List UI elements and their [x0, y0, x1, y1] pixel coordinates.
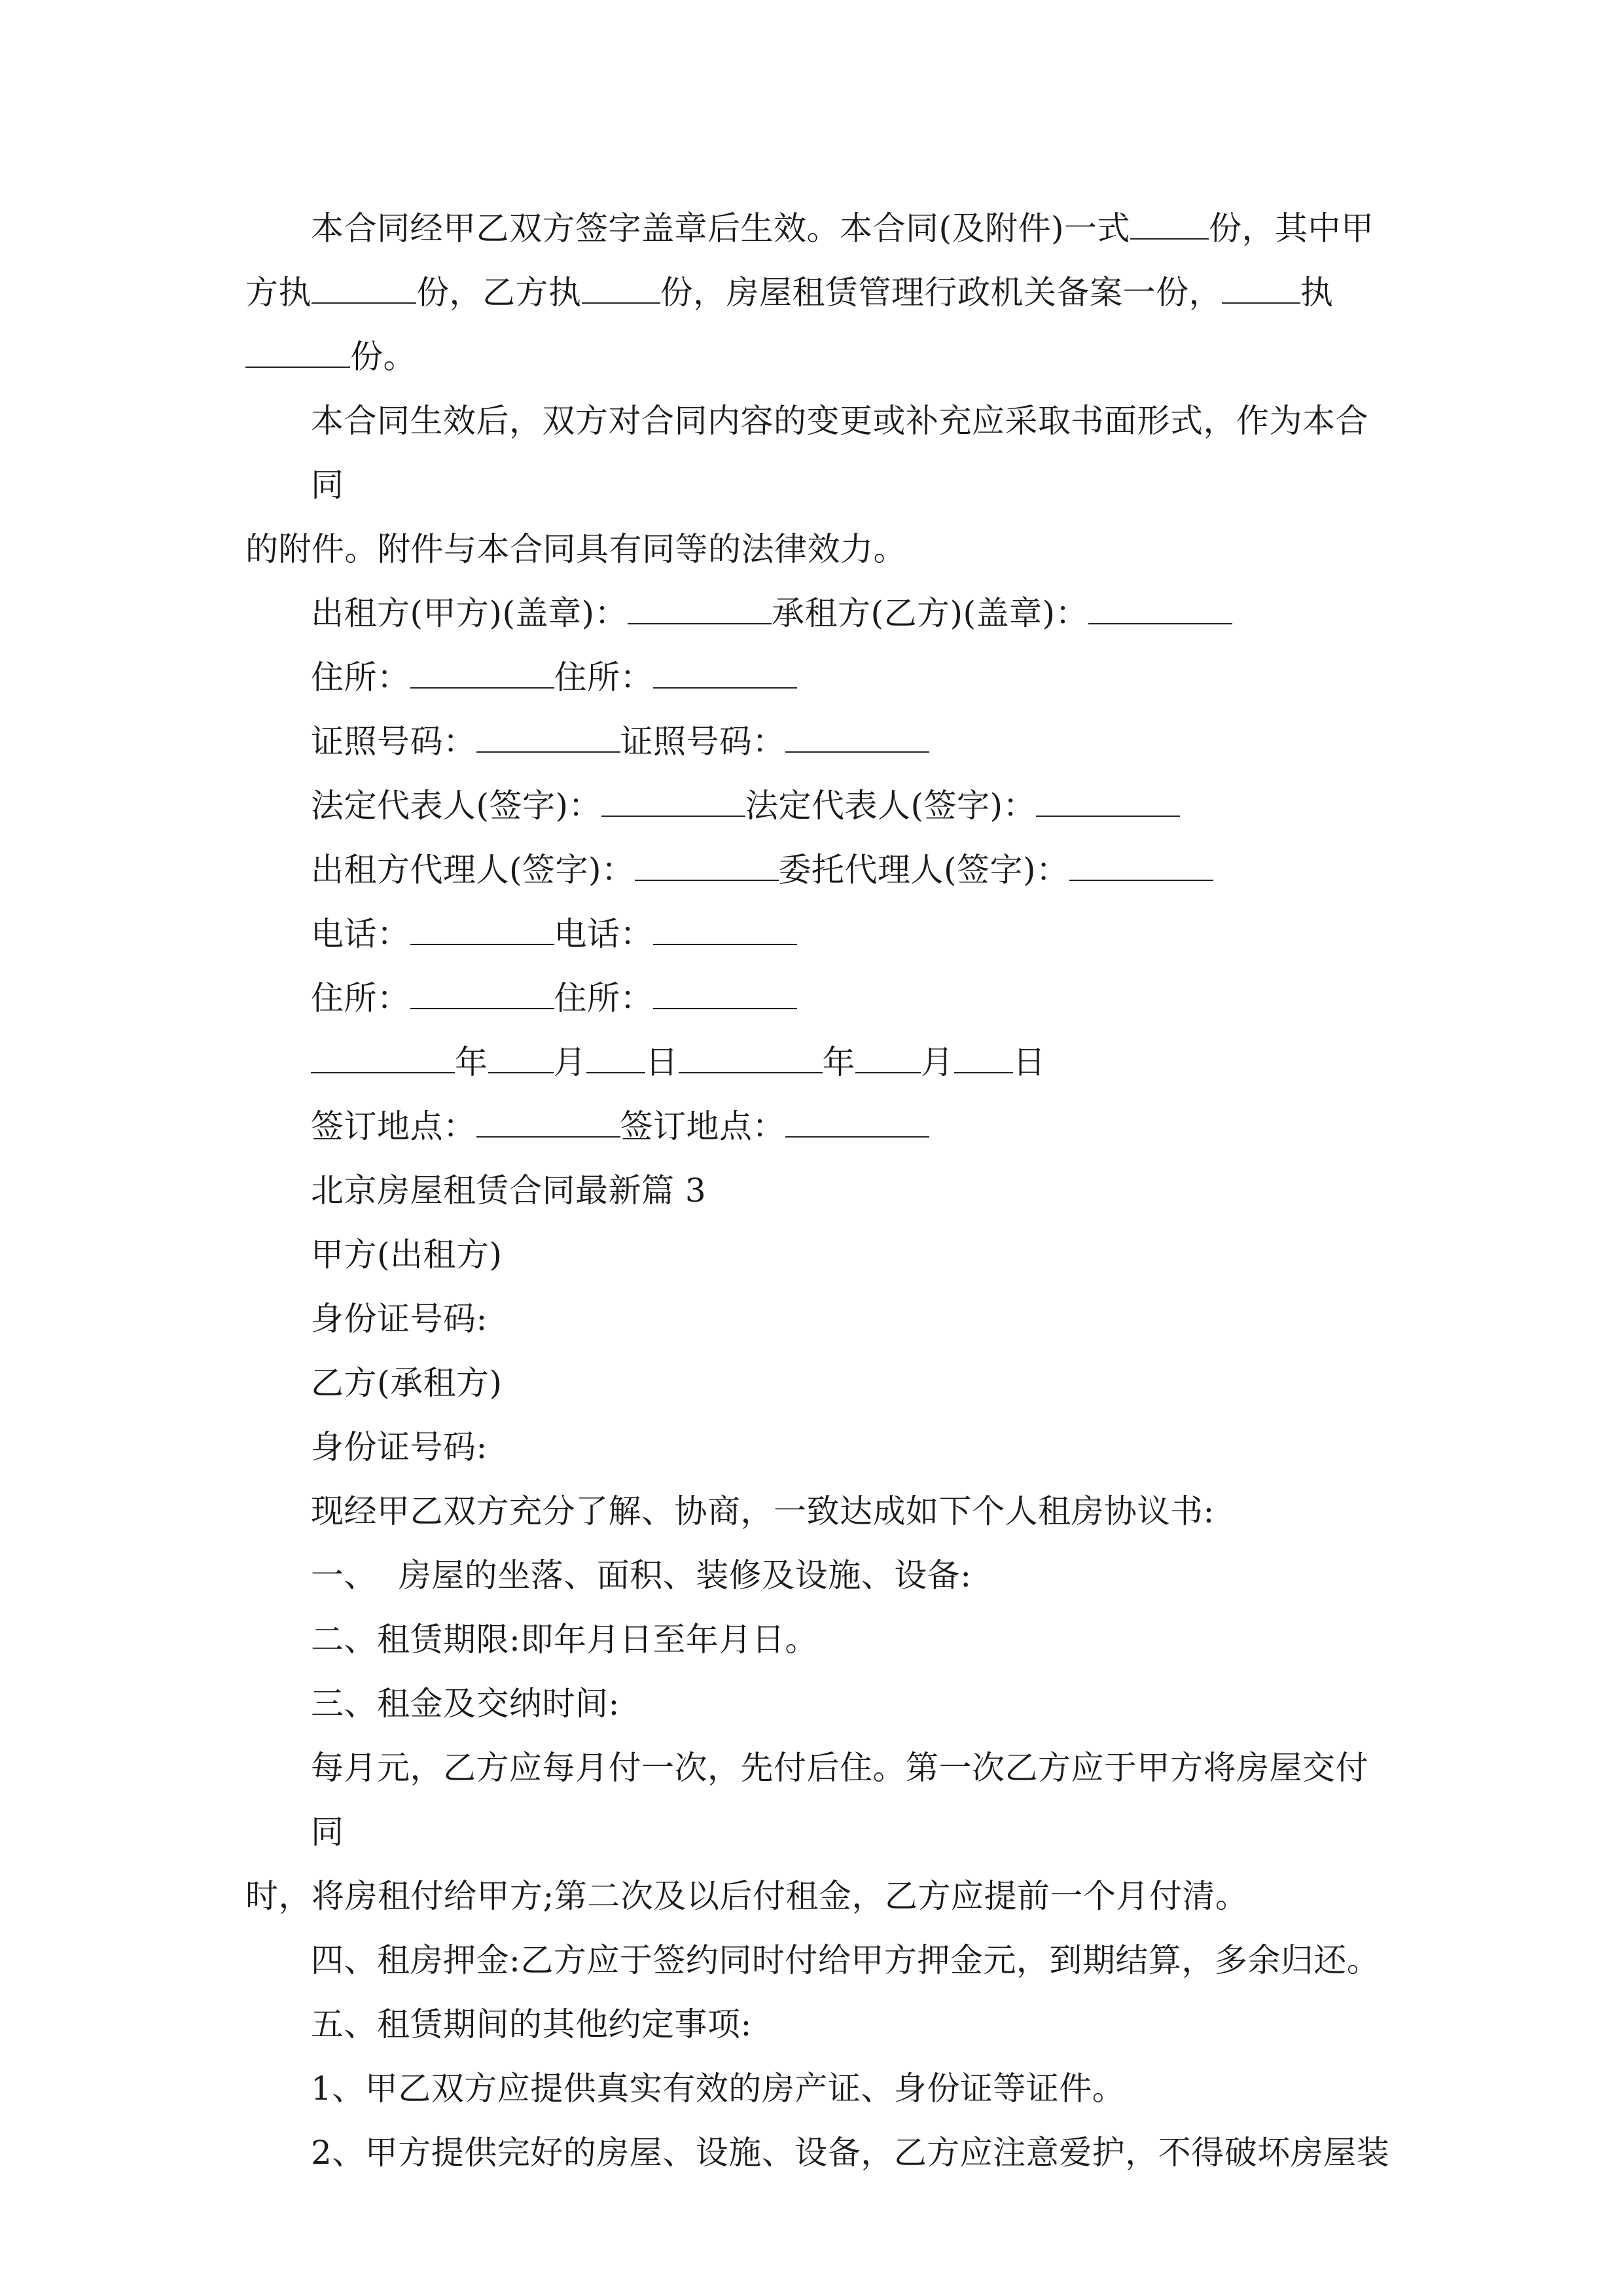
year-blank[interactable]	[679, 1043, 823, 1073]
agreement-intro: 现经甲乙双方充分了解、协商，一致达成如下个人租房协议书:	[311, 1492, 1215, 1530]
clause-4: 四、租房押金:乙方应于签约同时付给甲方押金元，到期结算，多余归还。	[311, 1941, 1380, 1979]
day-blank[interactable]	[954, 1043, 1013, 1073]
clause-1: 一、 房屋的坐落、面积、装修及设施、设备:	[311, 1556, 972, 1594]
clause-3: 三、租金及交纳时间:	[311, 1685, 620, 1723]
clause-5: 五、租赁期间的其他约定事项:	[311, 2005, 752, 2043]
phone-blank[interactable]	[653, 915, 797, 945]
sign-row-phone	[245, 902, 1397, 966]
phone-label: 电话：	[311, 915, 410, 953]
section-title: 北京房屋租赁合同最新篇 3	[311, 1172, 707, 1210]
text-span: 方执	[245, 274, 312, 312]
agent-blank[interactable]	[1069, 851, 1213, 881]
paragraph-copies-cont	[245, 260, 1397, 325]
party-a-label: 甲方(出租方)	[311, 1236, 503, 1274]
text-span: 份，其中甲	[1209, 209, 1374, 247]
license-blank[interactable]	[476, 723, 620, 753]
license-blank[interactable]	[785, 723, 929, 753]
license-label: 证照号码：	[620, 723, 785, 761]
lessee-blank[interactable]	[1088, 594, 1232, 624]
month-label: 月	[553, 1043, 586, 1081]
legal-rep-blank[interactable]	[601, 787, 745, 817]
residence-label: 住所：	[554, 979, 653, 1017]
address-label: 住所：	[311, 658, 410, 696]
text-span: 份。	[350, 338, 416, 376]
residence-blank[interactable]	[653, 979, 797, 1009]
text-span: 执	[1300, 274, 1334, 312]
place-label: 签订地点：	[620, 1107, 785, 1145]
residence-blank[interactable]	[410, 979, 554, 1009]
fill-blank[interactable]	[312, 274, 416, 304]
text-span: 份，房屋租赁管理行政机关备案一份，	[660, 274, 1222, 312]
license-label: 证照号码：	[311, 723, 476, 761]
clause-3-text: 每月元，乙方应每月付一次，先付后住。第一次乙方应于甲方将房屋交付同	[311, 1749, 1368, 1851]
fill-blank[interactable]	[1130, 209, 1209, 240]
phone-label: 电话：	[554, 915, 653, 953]
lessor-blank[interactable]	[628, 594, 772, 624]
clause-5-1: 1、甲乙双方应提供真实有效的房产证、身份证等证件。	[311, 2070, 1126, 2108]
year-blank[interactable]	[311, 1043, 455, 1073]
agent-label: 委托代理人(签字)：	[778, 851, 1069, 889]
year-label: 年	[455, 1043, 488, 1081]
day-blank[interactable]	[586, 1043, 645, 1073]
party-b-label: 乙方(承租方)	[311, 1364, 503, 1402]
fill-blank[interactable]	[1222, 274, 1300, 304]
paragraph-copies-end	[245, 325, 1397, 389]
legal-rep-label: 法定代表人(签字)：	[745, 787, 1037, 825]
month-blank[interactable]	[855, 1043, 921, 1073]
legal-rep-blank[interactable]	[1036, 787, 1180, 817]
place-blank[interactable]	[476, 1107, 620, 1138]
id-b-label: 身份证号码:	[311, 1428, 488, 1466]
phone-blank[interactable]	[410, 915, 554, 945]
sign-row-place	[245, 1094, 1397, 1158]
fill-blank[interactable]	[582, 274, 660, 304]
clause-2: 二、租赁期限:即年月日至年月日。	[311, 1621, 818, 1659]
address-blank[interactable]	[410, 658, 554, 689]
address-blank[interactable]	[653, 658, 797, 689]
paragraph-amendment: 本合同生效后，双方对合同内容的变更或补充应采取书面形式，作为本合同	[311, 402, 1368, 504]
place-blank[interactable]	[785, 1107, 929, 1138]
sign-row-legal-rep	[245, 774, 1397, 838]
agent-label: 出租方代理人(签字)：	[311, 851, 635, 889]
document-body	[245, 196, 1397, 2185]
month-label: 月	[921, 1043, 954, 1081]
id-a-label: 身份证号码:	[311, 1300, 488, 1338]
clause-3-text-cont: 时，将房租付给甲方;第二次及以后付租金，乙方应提前一个月付清。	[245, 1877, 1249, 1915]
lessee-label: 承租方(乙方)(盖章)：	[772, 594, 1089, 632]
sign-row-license	[245, 709, 1397, 774]
sign-row-agent	[245, 838, 1397, 902]
year-label: 年	[822, 1043, 855, 1081]
paragraph-amendment-cont: 的附件。附件与本合同具有同等的法律效力。	[245, 530, 906, 568]
text-span: 本合同经甲乙双方签字盖章后生效。本合同(及附件)一式	[311, 209, 1131, 247]
fill-blank[interactable]	[245, 338, 350, 368]
agent-blank[interactable]	[635, 851, 779, 881]
sign-row-address	[245, 645, 1397, 709]
clause-5-2: 2、甲方提供完好的房屋、设施、设备，乙方应注意爱护，不得破坏房屋装	[311, 2134, 1390, 2172]
day-label: 日	[645, 1043, 679, 1081]
sign-row-residence	[245, 966, 1397, 1030]
address-label: 住所：	[554, 658, 653, 696]
place-label: 签订地点：	[311, 1107, 476, 1145]
paragraph-copies	[245, 196, 1397, 260]
sign-row-parties	[245, 581, 1397, 645]
legal-rep-label: 法定代表人(签字)：	[311, 787, 602, 825]
residence-label: 住所：	[311, 979, 410, 1017]
lessor-label: 出租方(甲方)(盖章)：	[311, 594, 628, 632]
sign-row-date	[245, 1030, 1397, 1094]
day-label: 日	[1012, 1043, 1046, 1081]
month-blank[interactable]	[488, 1043, 554, 1073]
text-span: 份，乙方执	[416, 274, 582, 312]
